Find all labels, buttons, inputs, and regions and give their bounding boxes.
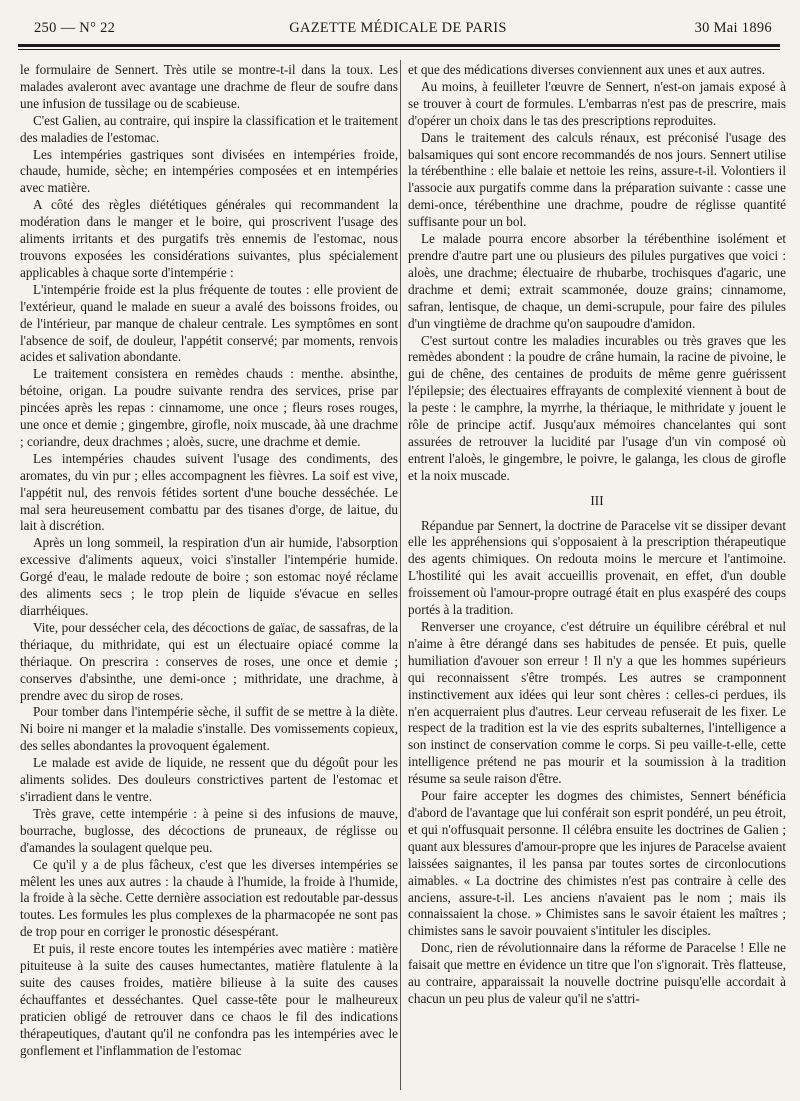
- section-number: III: [590, 492, 604, 508]
- right-column: [408, 62, 786, 1096]
- paragraph: Renverser une croyance, c'est détruire un équilibre cérébral et nul n'aime à être dérangé dans ses habitudes de pensée. Et puis, quelle humiliation d'avouer son erreur ! Il n'y a que les hommes supérieurs qui reconnaissent s'être trompés. Les autres se cramponnent instinctivement aux idées qui leur sont chères : celles-ci perdues, ils n'en acquerraient plus d'autres. Leur cerveau refuserait de les fixer. Le respect de la tradition est la vie des esprits subalternes, l'intelligence a son instinct de conservation comme le corps. Si peu vaille-t-elle, cette intelligence prétend ne pas mourir et la soumission à la tradition résume sa seule raison d'être.: [408, 619, 786, 787]
- column-divider: [400, 60, 401, 1090]
- paragraph: Les intempéries chaudes suivent l'usage des condiments, des aromates, du vin pur ; elles accompagnent les fièvres. La soif est vive, l'appétit nul, des renvois fétides sortent d'une bouche desséchée. Le mal sera heureusement combattu par des tisanes d'orge, de laitue, du lait à discrétion.: [20, 450, 398, 534]
- paragraph: Vite, pour dessécher cela, des décoctions de gaïac, de sassafras, de la thériaque, du mithridate, qui est un électuaire opiacé comme la thériaque. On prescrira : conserves de roses, une once et demie ; conserves d'absinthe, une demi-once ; mithridate, une drachme, à prendre avec du sirop de roses.: [20, 619, 398, 703]
- paragraph: Le traitement consistera en remèdes chauds : menthe. absinthe, bétoine, origan. La poudre suivante rendra des services, prise par pincées après les repas : cinnamome, une once ; fleurs roses rouges, une once et demie ; gingembre, girofle, noix muscade, àà une drachme ; coriandre, deux drachmes ; aloès, sucre, une drachme et demie.: [20, 366, 398, 449]
- paragraph: et que des médications diverses conviennent aux unes et aux autres.: [408, 62, 766, 77]
- paragraph: Très grave, cette intempérie : à peine si des infusions de mauve, bourrache, buglosse, des décoctions de pruneaux, de réglisse ou d'amandes la soulagent quelque peu.: [20, 805, 398, 855]
- paragraph: C'est surtout contre les maladies incurables ou très graves que les remèdes abondent : la poudre de crâne humain, la racine de pivoine, le gui de chêne, des centaines de produits de même genre guérissent l'épilepsie; des électuaires effrayants de complexité viennent à bout de la peste : le camphre, la myrrhe, la thériaque, le mithridate y jouent le rôle de principe actif. Jusqu'aux mémoires chancelantes qui sont assurées de retrouver la lucidité par l'usage d'un vin composé où entrent l'aloès, le gingembre, le poivre, le galanga, les clous de girofle et la noix muscade.: [408, 332, 786, 483]
- journal-title: GAZETTE MÉDICALE DE PARIS: [289, 20, 507, 36]
- paragraph: Pour faire accepter les dogmes des chimistes, Sennert bénéficia d'abord de l'avantage que lui conférait son esprit pondéré, un peu étroit, et qui n'offusquait personne. Il célébra ensuite les doctrines de Galien ; quant aux blessures d'amour-propre que les injures de Paracelse avaient laissées saignantes, il les pansa par toutes sortes de circonlocutions aimables. « La doctrine des chimistes n'est pas contraire à celle des anciens, assure-t-il. Les anciens n'avaient pas le nom ; mais ils connaissaient la chose. » Chimistes sans le savoir étaient les maîtres ; chimistes sans le savoir pouvaient s'intituler les disciples.: [408, 788, 786, 939]
- paragraph: Répandue par Sennert, la doctrine de Paracelse vit se dissiper devant elle les appréhensions qui s'opposaient à la prescription thérapeutique des agents chimiques. On redouta moins le mercure et l'antimoine. L'hostilité qui les avait accueillis provenait, en effet, d'un double froissement où l'amour-propre outragé était en plus exaspéré des coups portés à la tradition.: [408, 517, 786, 618]
- page-header: [18, 16, 778, 42]
- header-rule: [18, 44, 780, 50]
- paragraph: C'est Galien, au contraire, qui inspire la classification et le traitement des maladies de l'estomac.: [20, 112, 398, 145]
- left-column: [20, 62, 398, 1096]
- paragraph: Donc, rien de révolutionnaire dans la réforme de Paracelse ! Elle ne faisait que mettre en évidence un titre que l'on s'ignorait. Très flatteuse, au contraire, apparaissait la nouvelle doctrine puisqu'elle accordait à chacun un peu plus de valeur qu'il ne s'attri-: [408, 940, 786, 1006]
- paragraph: Le malade est avide de liquide, ne ressent que du dégoût pour les aliments solides. Des douleurs constrictives partent de l'estomac et s'irradient dans le ventre.: [20, 755, 398, 804]
- paragraph: Et puis, il reste encore toutes les intempéries avec matière : matière pituiteuse à la suite des causes humectantes, matière flatulente à la suite des causes froides, matière bilieuse à la suite des causes échauffantes et desséchantes. Quel casse-tête pour le malheureux praticien obligé de retrouver dans ce chaos le fil des indications thérapeutiques, d'autant qu'il ne confondra pas les intempéries avec le gonflement et l'inflammation de l'estomac: [20, 941, 398, 1058]
- paragraph: Au moins, à feuilleter l'œuvre de Sennert, n'est-on jamais exposé à se trouver à court de formules. L'embarras n'est pas de prescrire, mais d'opérer un choix dans le tas des prescriptions reproduites.: [408, 78, 786, 128]
- paragraph: Dans le traitement des calculs rénaux, est préconisé l'usage des balsamiques qui sont encore recommandés de nos jours. Sennert utilise la térébenthine : elle balaie et nettoie les reins, assure-t-il. Volontiers il l'associe aux purgatifs comme dans la préparation suivante : casse une demi-once, térébenthine une drachme, poudre de réglisse quantité suffisante pour un bol.: [408, 129, 786, 230]
- paragraph: L'intempérie froide est la plus fréquente de toutes : elle provient de l'extérieur, quand le malade en sueur a avalé des boissons froides, ou de l'intérieur, par manque de chaleur centrale. Les symptômes en sont l'absence de soif, de douleur, l'appétit conservé; par moments, renvois acides et salivation abondante.: [20, 281, 398, 365]
- page-number: 250 — N° 22: [34, 20, 116, 36]
- paragraph: le formulaire de Sennert. Très utile se montre-t-il dans la toux. Les malades avaleront avec avantage une drachme de fleur de soufre dans une infusion de tussilage ou de scabieuse.: [20, 62, 398, 111]
- paragraph: Les intempéries gastriques sont divisées en intempéries froide, chaude, humide, sèche; en intempéries composées et en intempéries avec matière.: [20, 146, 398, 196]
- paragraph: Pour tomber dans l'intempérie sèche, il suffit de se mettre à la diète. Ni boire ni manger et la maladie s'installe. Des vomissements copieux, des selles abondantes la provoquent également.: [20, 704, 398, 754]
- issue-date: 30 Mai 1896: [694, 20, 772, 36]
- paragraph: Ce qu'il y a de plus fâcheux, c'est que les diverses intempéries se mêlent les unes aux autres : la chaude à l'humide, la froide à l'humide, la froide à la sèche. Cette dernière association est redoutable par-dessus toutes. Les formules les plus complexes de la pharmacopée ne sont pas de trop pour en corriger le pronostic désespérant.: [20, 856, 398, 940]
- paragraph: Après un long sommeil, la respiration d'un air humide, l'absorption excessive d'aliments aqueux, voici s'installer l'intempérie humide. Gorgé d'eau, le malade redoute de boire ; son estomac noyé réclame des aliments secs ; le trop plein de liquide s'évacue en selles diarrhéiques.: [20, 535, 398, 618]
- paragraph: A côté des règles diététiques générales qui recommandent la modération dans le manger et le boire, qui proscrivent l'usage des aliments irritants et des purgatifs très ennemis de l'estomac, nous trouvons exposées les considérations suivantes, plus spécialement applicables à chaque sorte d'intempérie :: [20, 197, 398, 280]
- paragraph: Le malade pourra encore absorber la térébenthine isolément et prendre d'autre part une ou plusieurs des pilules purgatives que voici : aloès, une drachme; électuaire de rhubarbe, trochisques d'agaric, une drachme et demi; extrait scammonée, douze grains; cinnamome, safran, lentisque, de chaque, un demi-scrupule, pour faire des pilules d'un vingtième de drachme qu'on saupoudre d'amidon.: [408, 231, 786, 331]
